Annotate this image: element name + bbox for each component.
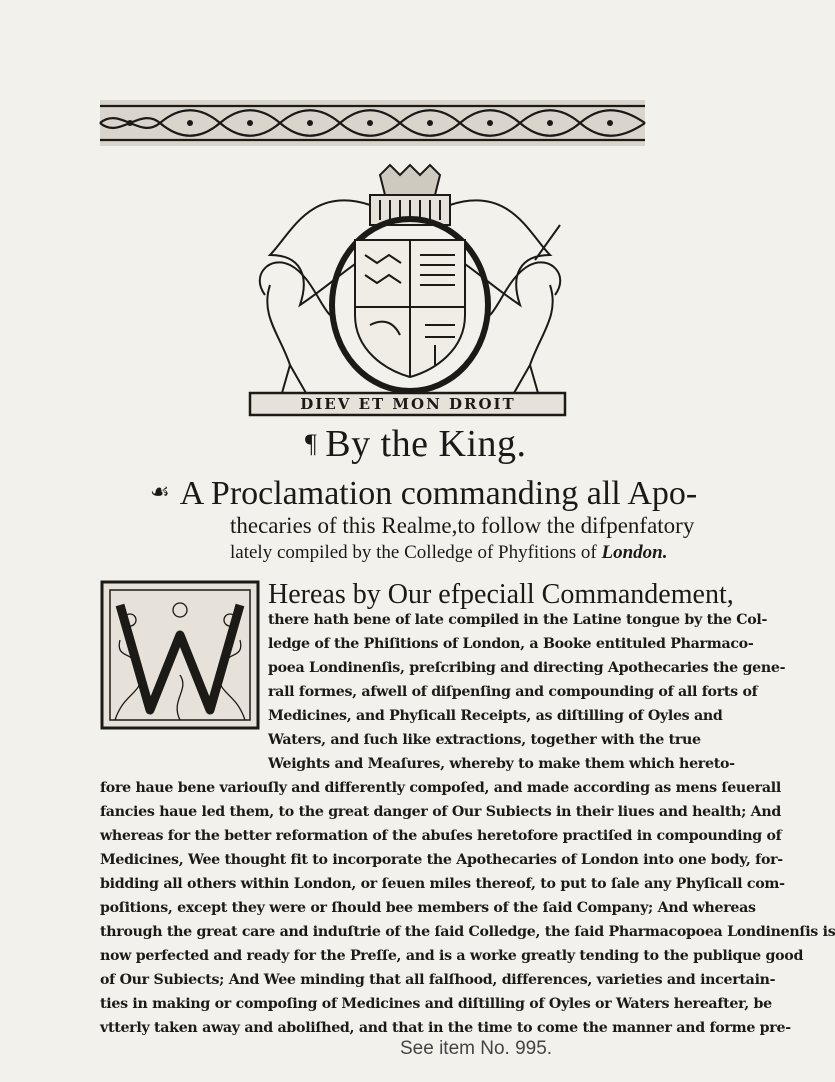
body-line: whereas for the better reformation of the abuſes heretofore practiſed in compounding of	[100, 828, 782, 844]
body-line: ledge of the Phiſitions of London, a Booke entituled Pharmaco-	[268, 636, 754, 652]
body-line: Medicines, Wee thought fit to incorporate the Apothecaries of London into one body, for-	[100, 852, 783, 868]
body-line: Medicines, and Phyſicall Receipts, as diſtilling of Oyles and	[268, 708, 723, 724]
body-line: through the great care and induſtrie of the ſaid Colledge, the ſaid Pharmacopoea Londinenſis is	[100, 924, 835, 940]
decorative-border-band	[100, 100, 645, 146]
body-line: poſitions, except they were or ſhould bee members of the ſaid Company; And whereas	[100, 900, 756, 916]
see-item-note: See item No. 995.	[400, 1038, 553, 1059]
body-line: Weights and Meaſures, whereby to make them which hereto-	[268, 756, 735, 772]
pilcrow-icon: ¶	[305, 429, 318, 458]
body-line: rall formes, afwell of diſpenſing and compounding of all forts of	[268, 684, 758, 700]
body-line: fore haue bene variouſly and differently compoſed, and made according as mens ſeuerall	[100, 780, 781, 796]
body-line: bidding all others within London, or ſeuen miles thereof, to put to ſale any Phyſicall com-	[100, 876, 785, 892]
by-the-king-text: By the King.	[325, 423, 527, 465]
body-line: poea Londinenſis, preſcribing and directing Apothecaries the gene-	[268, 660, 786, 676]
arms-motto: DIEV ET MON DROIT	[300, 395, 516, 413]
body-line: fancies haue led them, to the great danger of Our Subiects in their liues and health; And	[100, 804, 782, 820]
body-line: vtterly taken away and aboliſhed, and that in the time to come the manner and forme pre-	[100, 1020, 791, 1036]
subtitle-line-2	[230, 539, 730, 566]
subtitle-line-1: thecaries of this Realme,to follow the difpenfatory	[230, 513, 695, 538]
proclamation-body	[100, 608, 835, 1040]
ornament-hand-icon: ☙	[150, 479, 170, 504]
proclamation-subtitle	[230, 512, 730, 566]
title-line: A Proclamation commanding all Apo-	[179, 475, 698, 512]
body-line: there hath bene of late compiled in the Latine tongue by the Col-	[268, 612, 768, 628]
body-line: now perfected and ready for the Preſſe, and is a worke greatly tending to the publique good	[100, 948, 804, 964]
opening-line: Hereas by Our efpeciall Commandement,	[268, 579, 734, 610]
proclamation-title	[150, 474, 710, 512]
subtitle-line-2-text: lately compiled by the Colledge of Phyfitions of	[230, 542, 602, 563]
body-line: of Our Subiects; And Wee minding that all falſhood, differences, varieties and incertain-	[100, 972, 776, 988]
body-line: Waters, and ſuch like extractions, together with the true	[268, 732, 701, 748]
body-line: ties in making or compoſing of Medicines and diſtilling of Oyles or Waters hereafter, be	[100, 996, 772, 1012]
subtitle-london: London.	[601, 542, 668, 563]
by-the-king-heading	[305, 422, 565, 466]
royal-coat-of-arms-icon	[230, 165, 585, 420]
